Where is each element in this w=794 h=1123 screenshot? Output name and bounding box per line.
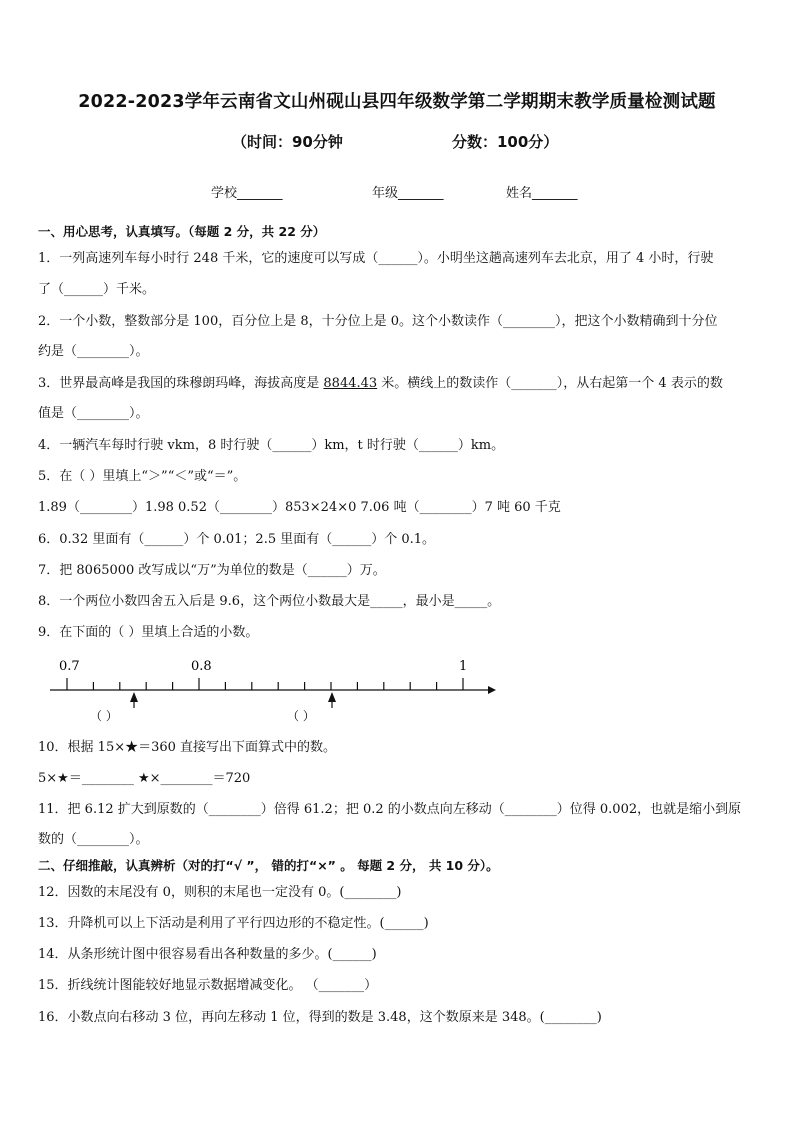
name-field: 姓名_______ [506,186,578,201]
question-14: 14．从条形统计图中很容易看出各种数量的多少。(______) [38,947,377,962]
question-15: 15．折线统计图能较好地显示数据增减变化。 （_______） [38,978,378,993]
section-1-heading: 一、用心思考，认真填写。（每题 2 分，共 22 分） [38,224,326,239]
question-3-line-1 [38,375,758,393]
question-5-line-1: 5．在（ ）里填上“＞”“＜”或“＝”。 [38,469,247,484]
question-1-line-2: 了（______）千米。 [38,282,156,297]
question-8: 8．一个两位小数四舍五入后是 9.6，这个两位小数最大是_____，最小是_____。 [38,594,501,609]
question-5-line-2: 1.89（________）1.98 0.52（________）853×24×0 7.06 吨（________）7 吨 60 千克 [38,500,561,515]
exam-time: （时间：90分钟 [232,133,343,151]
exam-score: 分数：100分） [452,133,559,151]
number-line-arrowhead [488,686,496,694]
question-12: 12．因数的末尾没有 0，则积的末尾也一定没有 0。(________) [38,885,402,900]
question-3-line-2: 值是（________）。 [38,406,149,421]
question-3-text-pre: 3．世界最高峰是我国的珠穆朗玛峰，海拔高度是 [38,376,324,391]
question-7: 7．把 8065000 改写成以“万”为单位的数是（______）万。 [38,563,386,578]
question-10-line-2: 5×★＝________ ★×________＝720 [38,771,251,786]
number-line-blank-1: （ ） [90,709,118,723]
question-2-line-2: 约是（________）。 [38,344,149,359]
question-6: 6．0.32 里面有（______）个 0.01；2.5 里面有（______）个 0.1。 [38,532,436,547]
exam-title: 2022-2023学年云南省文山州砚山县四年级数学第二学期期末教学质量检测试题 [78,92,716,112]
question-1-line-1: 1．一列高速列车每小时行 248 千米，它的速度可以写成（______）。小明坐这趟高速列车去北京，用了 4 小时，行驶 [38,251,714,266]
underlined-altitude: 8844.43 [323,376,378,391]
question-3-text-post: 米。横线上的数读作（_______），从右起第一个 4 表示的数 [377,376,723,391]
question-11-line-1: 11．把 6.12 扩大到原数的（________）倍得 61.2；把 0.2 的小数点向左移动（________）位得 0.002，也就是缩小到原 [38,802,742,817]
number-line-label-start: 0.7 [59,659,80,674]
question-10-line-1: 10．根据 15×★＝360 直接写出下面算式中的数。 [38,740,337,755]
number-line-blank-2: （ ） [287,709,315,723]
question-13: 13．升降机可以上下活动是利用了平行四边形的不稳定性。(______) [38,916,429,931]
question-11-line-2: 数的（________）。 [38,832,149,847]
number-line-ticks [67,678,463,690]
question-16: 16．小数点向右移动 3 位，再向左移动 1 位，得到的数是 3.48，这个数原来是 348。(________) [38,1010,602,1025]
number-line [44,652,504,732]
question-2-line-1: 2．一个小数，整数部分是 100，百分位上是 8，十分位上是 0。这个小数读作（________），把这个小数精确到十分位 [38,314,718,329]
question-4: 4．一辆汽车每时行驶 vkm，8 时行驶（______）km，t 时行驶（______）km。 [38,438,505,453]
marker-arrow-2 [328,692,336,702]
number-line-label-end: 1 [459,659,468,674]
school-field: 学校_______ [211,186,283,201]
number-line-label-mid: 0.8 [191,659,212,674]
grade-field: 年级_______ [372,186,444,201]
marker-arrow-1 [130,692,138,702]
section-2-heading: 二、仔细推敲，认真辨析（对的打“√ ”， 错的打“×” 。 每题 2 分， 共 10 分）。 [38,858,499,873]
question-9: 9．在下面的（ ）里填上合适的小数。 [38,625,259,640]
